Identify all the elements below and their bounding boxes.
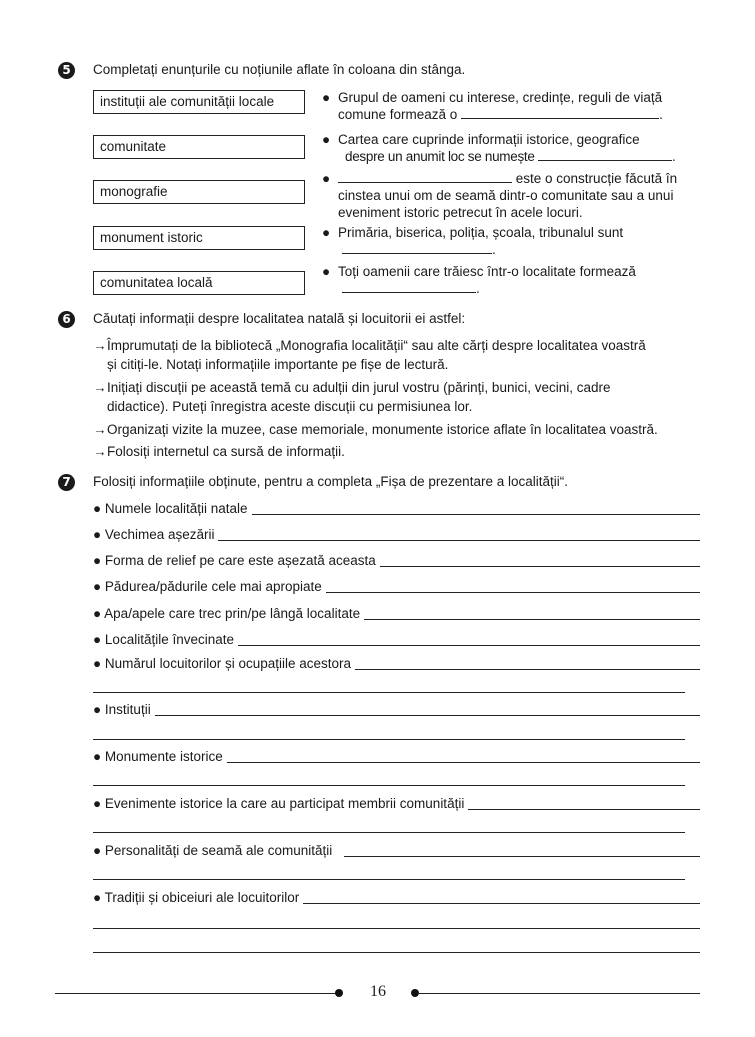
form-field-label: ● Monumente istorice xyxy=(93,749,223,764)
form-field xyxy=(93,576,700,596)
answer-line[interactable] xyxy=(93,832,685,833)
answer-line[interactable] xyxy=(326,592,700,593)
form-field-label: ● Instituții xyxy=(93,702,151,717)
statement-line xyxy=(342,241,702,258)
list-item-text: Împrumutați de la bibliotecă „Monografia localității“ sau alte cărți despre localitatea voastră xyxy=(107,338,646,353)
statement-line xyxy=(338,106,702,123)
bullet-icon: ● xyxy=(93,579,102,594)
form-field xyxy=(93,840,700,860)
answer-line[interactable] xyxy=(344,856,700,857)
answer-line[interactable] xyxy=(93,952,700,953)
form-field-label: ● Forma de relief pe care este așezată aceasta xyxy=(93,553,376,568)
form-field xyxy=(93,524,700,544)
term-box: comunitate xyxy=(93,135,305,159)
statement-text: Primăria, biserica, poliția, școala, tribunalul sunt xyxy=(338,225,624,240)
bullet-icon: ● xyxy=(322,132,331,147)
answer-line[interactable] xyxy=(155,715,700,716)
statement-text: cinstea unui om de seamă dintr-o comunitate sau a unui xyxy=(338,188,674,203)
statement-line xyxy=(342,280,702,297)
form-field xyxy=(93,629,700,649)
bullet-icon: ● xyxy=(93,553,102,568)
answer-line[interactable] xyxy=(218,540,700,541)
answer-line[interactable] xyxy=(93,785,685,786)
answer-blank[interactable] xyxy=(342,241,492,254)
answer-blank[interactable] xyxy=(342,280,476,293)
answer-blank[interactable] xyxy=(338,170,512,183)
form-field-label: ● Evenimente istorice la care au participat membrii comunității xyxy=(93,796,465,811)
form-field xyxy=(93,746,700,766)
answer-blank[interactable] xyxy=(538,148,672,161)
answer-line[interactable] xyxy=(93,739,685,740)
answer-line[interactable] xyxy=(380,566,700,567)
form-field xyxy=(93,653,700,673)
bullet-icon: ● xyxy=(93,656,102,671)
statement-line xyxy=(338,170,702,187)
answer-line[interactable] xyxy=(238,645,700,646)
form-field-label: ● Numele localității natale xyxy=(93,501,248,516)
bullet-icon: ● xyxy=(93,796,102,811)
statement-text: . xyxy=(492,242,496,257)
term-box: monografie xyxy=(93,180,305,204)
answer-line[interactable] xyxy=(93,928,700,929)
answer-line[interactable] xyxy=(252,514,701,515)
statement-5 xyxy=(322,263,702,297)
form-field xyxy=(93,498,700,518)
statement-text: Cartea care cuprinde informații istorice, geografice xyxy=(338,132,640,147)
form-field xyxy=(93,887,700,907)
term-box: comunitatea locală xyxy=(93,271,305,295)
form-field xyxy=(93,550,700,570)
form-field-label: ● Apa/apele care trec prin/pe lângă localitate xyxy=(93,606,361,621)
exercise-5-badge: 5 xyxy=(58,62,75,79)
answer-blank[interactable] xyxy=(461,106,659,119)
statement-line xyxy=(345,148,702,165)
exercise-6-instruction: Căutați informații despre localitatea natală și locuitorii ei astfel: xyxy=(93,311,466,326)
form-field xyxy=(93,603,700,623)
term-box: instituții ale comunității locale xyxy=(93,90,305,114)
exercise-5-instruction: Completați enunțurile cu noțiunile aflate în coloana din stânga. xyxy=(93,62,466,77)
bullet-icon: ● xyxy=(322,264,331,279)
page-number: 16 xyxy=(370,983,386,1000)
statement-4 xyxy=(322,224,702,258)
form-field-label: ● Personalități de seamă ale comunității xyxy=(93,843,333,858)
answer-line[interactable] xyxy=(93,879,685,880)
statement-text: Grupul de oameni cu interese, credințe, reguli de viață xyxy=(338,90,663,105)
bullet-icon: ● xyxy=(93,749,102,764)
exercise-7-badge: 7 xyxy=(58,474,75,491)
statement-3 xyxy=(322,170,702,221)
answer-line[interactable] xyxy=(468,809,700,810)
statement-1 xyxy=(322,89,702,123)
exercise-6-badge: 6 xyxy=(58,311,75,328)
form-field xyxy=(93,699,700,719)
list-item-text: și citiți-le. Notați informațiile importante pe fișe de lectură. xyxy=(107,357,449,372)
list-item xyxy=(93,420,703,439)
list-item-text: Organizați vizite la muzee, case memoriale, monumente istorice aflate în localitatea voastră. xyxy=(107,422,658,437)
form-field-label: ● Numărul locuitorilor și ocupațiile acestora xyxy=(93,656,352,671)
bullet-icon: ● xyxy=(93,702,102,717)
answer-line[interactable] xyxy=(93,692,685,693)
bullet-icon: ● xyxy=(93,501,102,516)
statement-text: . xyxy=(476,281,480,296)
term-box: monument istoric xyxy=(93,226,305,250)
answer-line[interactable] xyxy=(364,619,700,620)
statement-text: comune formează o xyxy=(338,107,458,122)
form-field-label: ● Localitățile învecinate xyxy=(93,632,235,647)
arrow-icon: → xyxy=(93,338,107,353)
bullet-icon: ● xyxy=(322,225,331,240)
answer-line[interactable] xyxy=(227,762,700,763)
form-field-label: ● Pădurea/pădurile cele mai apropiate xyxy=(93,579,322,594)
form-field xyxy=(93,793,700,813)
statement-2 xyxy=(322,131,702,165)
bullet-icon: ● xyxy=(93,606,102,621)
bullet-icon: ● xyxy=(93,843,102,858)
list-item xyxy=(93,442,703,461)
statement-text: Toți oamenii care trăiesc într-o localitate formează xyxy=(338,264,636,279)
arrow-icon: → xyxy=(93,380,107,395)
list-item xyxy=(93,336,703,374)
answer-line[interactable] xyxy=(303,903,700,904)
footer-rule xyxy=(417,993,700,994)
statement-text: . xyxy=(659,107,663,122)
bullet-icon: ● xyxy=(93,890,102,905)
list-item-text: Inițiați discuții pe această temă cu adulții din jurul vostru (părinți, bunici, vecini, cadre xyxy=(107,380,611,395)
exercise-7-instruction: Folosiți informațiile obținute, pentru a completa „Fișa de prezentare a localității“. xyxy=(93,474,568,489)
bullet-icon: ● xyxy=(322,90,331,105)
bullet-icon: ● xyxy=(93,632,102,647)
bullet-icon: ● xyxy=(322,171,331,186)
statement-text: despre un anumit loc se numește xyxy=(345,149,535,164)
footer-dot-icon xyxy=(335,989,343,997)
statement-text: eveniment istoric petrecut în acele locuri. xyxy=(338,205,583,220)
arrow-icon: → xyxy=(93,422,107,437)
list-item-text: Folosiți internetul ca sursă de informații. xyxy=(107,444,345,459)
form-field-label: ● Vechimea așezării xyxy=(93,527,215,542)
list-item xyxy=(93,378,703,416)
arrow-icon: → xyxy=(93,444,107,459)
bullet-icon: ● xyxy=(93,527,102,542)
list-item-text: didactice). Puteți înregistra aceste discuții cu permisiunea lor. xyxy=(107,399,473,414)
statement-text: . xyxy=(672,149,676,164)
answer-line[interactable] xyxy=(355,669,700,670)
footer-rule xyxy=(55,993,337,994)
statement-text: este o construcție făcută în xyxy=(515,171,678,186)
form-field-label: ● Tradiții și obiceiuri ale locuitorilor xyxy=(93,890,300,905)
